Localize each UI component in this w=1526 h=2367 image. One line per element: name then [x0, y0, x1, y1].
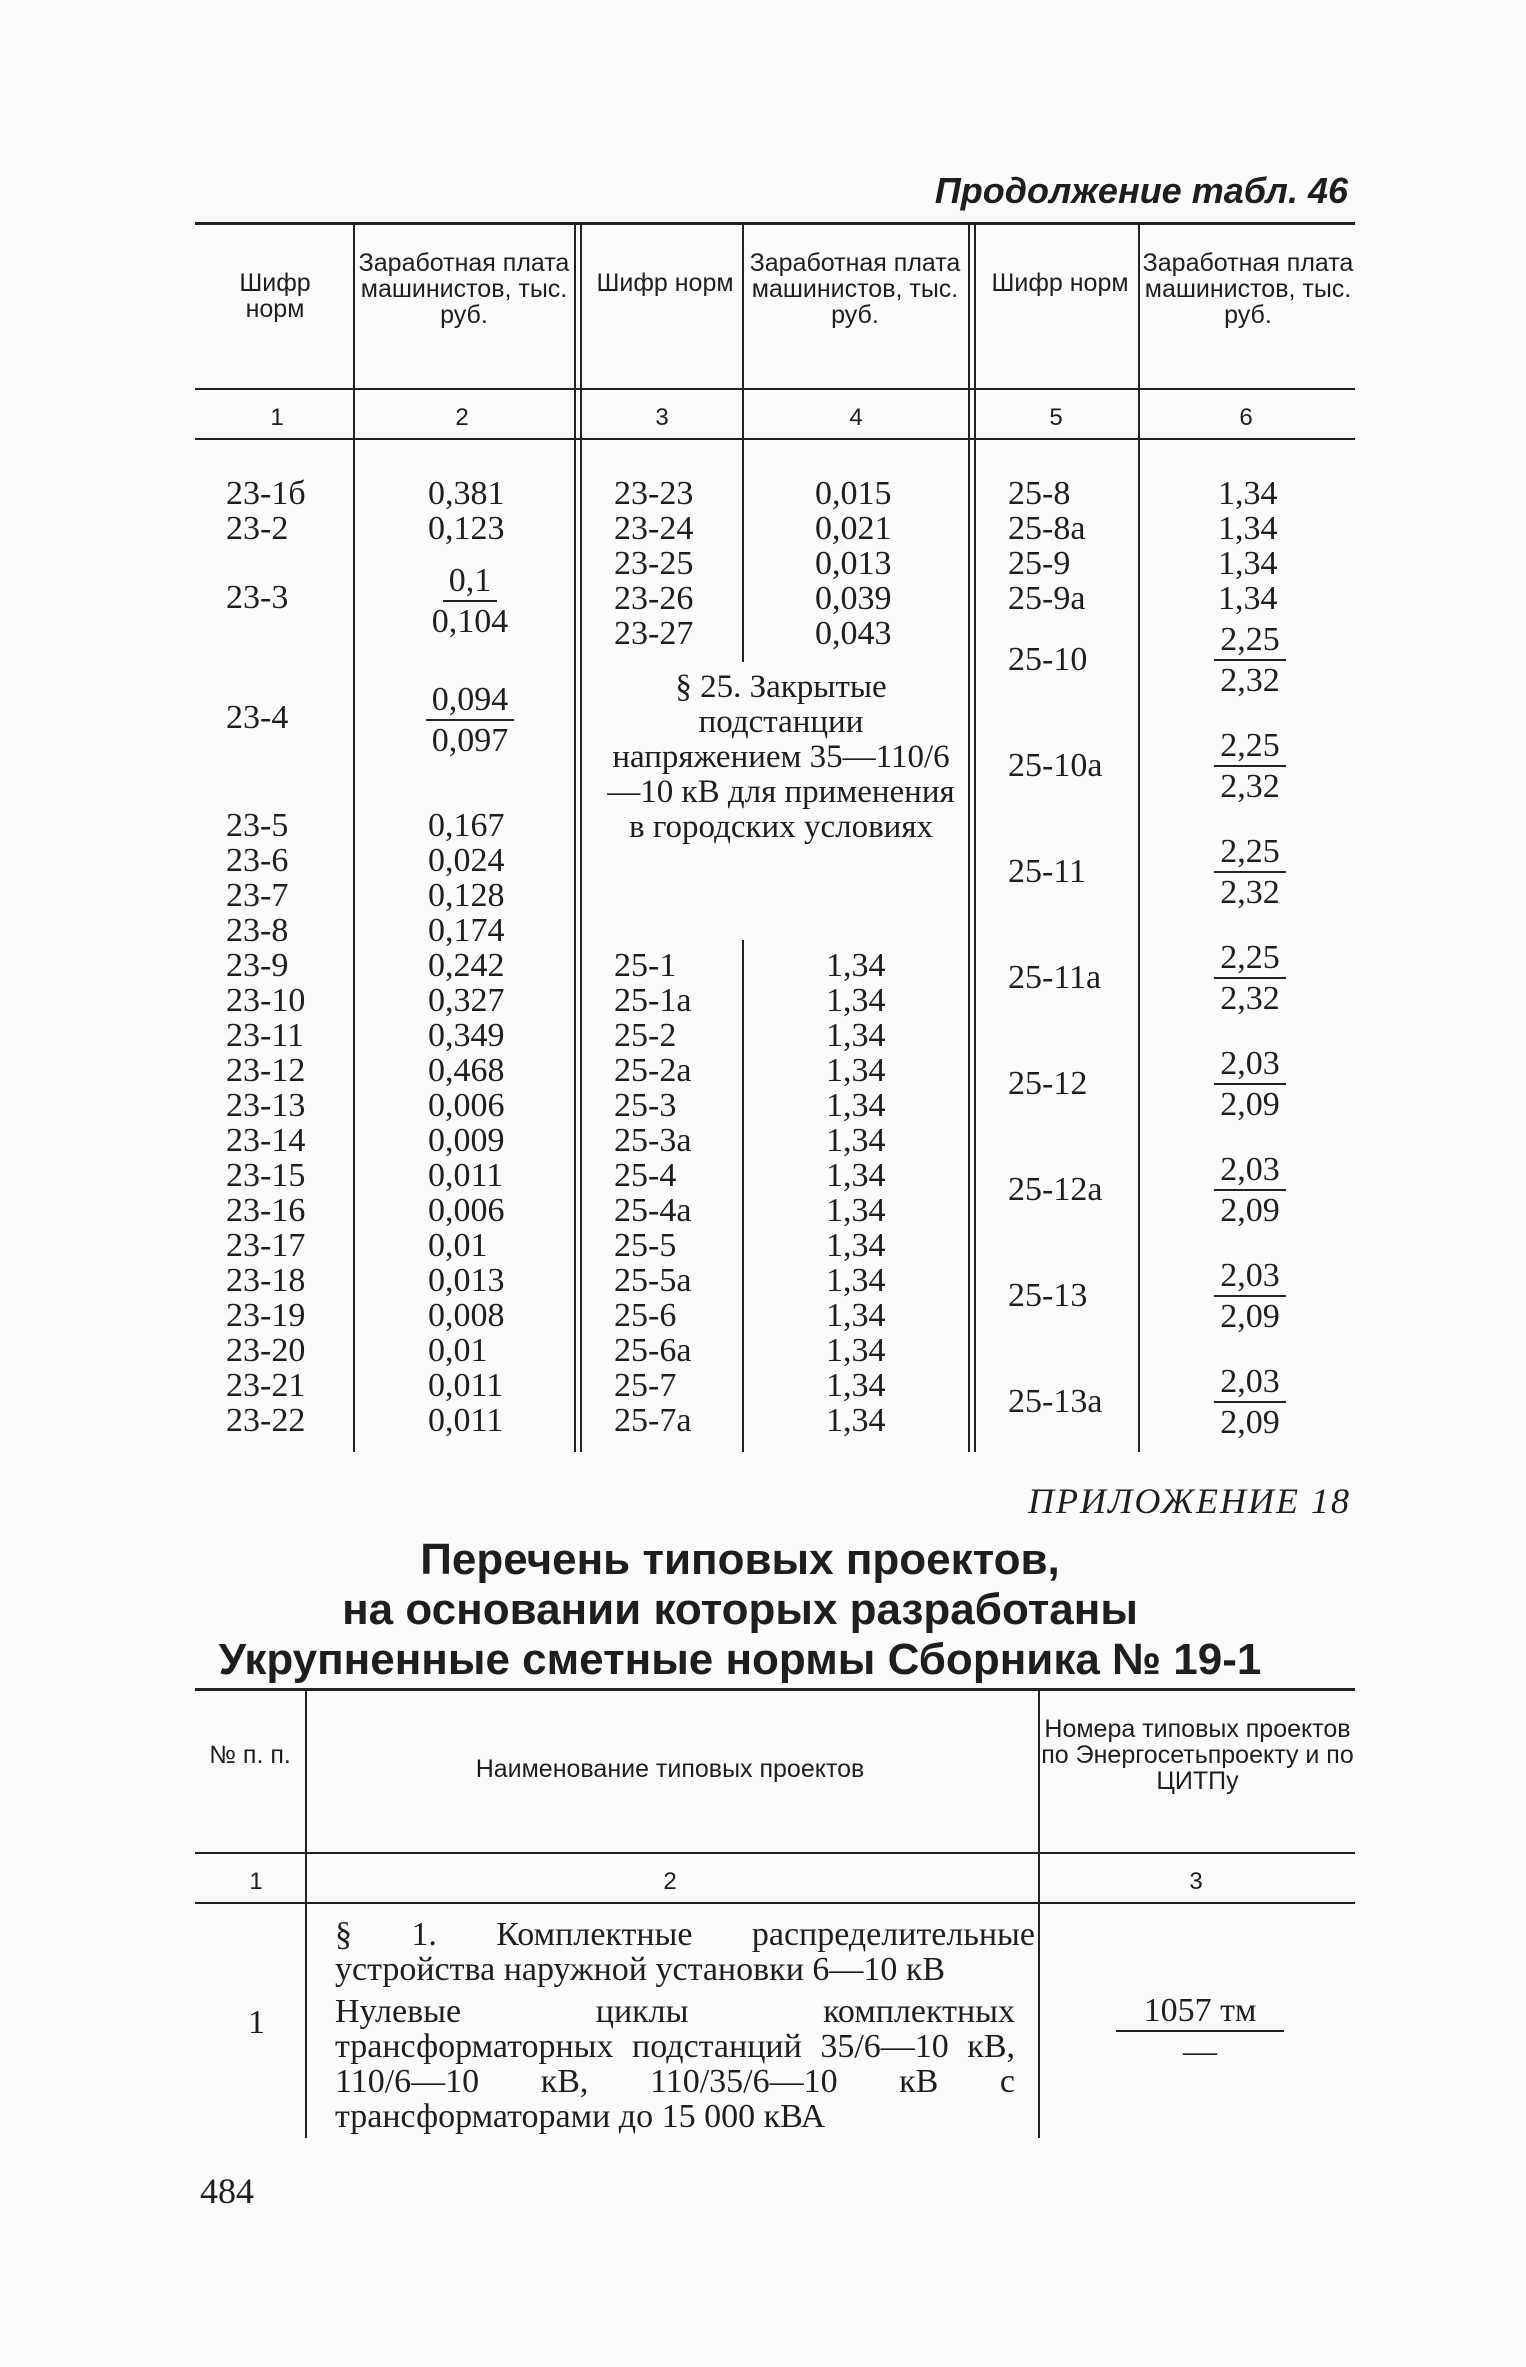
code-cell: 23-17 — [226, 1227, 306, 1264]
col-divider-3-top — [742, 222, 744, 662]
code-cell: 25-13а — [1008, 1383, 1103, 1420]
fraction-numerator: 2,03 — [1214, 1046, 1286, 1085]
value-cell: 0,01 — [428, 1227, 488, 1264]
code-cell: 23-12 — [226, 1052, 306, 1089]
value-cell: 0,013 — [815, 545, 892, 582]
col-number-4: 4 — [849, 404, 863, 431]
value-cell: 0,174 — [428, 912, 505, 949]
fraction-denominator: 2,32 — [1220, 980, 1280, 1017]
code-cell: 25-13 — [1008, 1277, 1088, 1314]
code-cell: 25-8а — [1008, 510, 1086, 547]
fraction-numerator: 2,03 — [1214, 1364, 1286, 1403]
code-cell: 23-10 — [226, 982, 306, 1019]
code-cell: 23-13 — [226, 1087, 306, 1124]
code-cell: 23-16 — [226, 1192, 306, 1229]
header-code-1: Шифр норм — [239, 269, 311, 323]
col-divider-1 — [353, 222, 355, 1452]
code-cell: 23-24 — [614, 510, 694, 547]
code-cell: 23-11 — [226, 1017, 305, 1054]
value-cell: 0,468 — [428, 1052, 505, 1089]
fraction-numerator: 0,094 — [426, 682, 515, 721]
code-cell: 25-2 — [614, 1017, 677, 1054]
code-cell: 23-2 — [226, 510, 289, 547]
value-cell: 1,34 — [826, 982, 886, 1019]
header-code-2: Шифр норм — [596, 269, 734, 297]
code-cell: 25-12 — [1008, 1065, 1088, 1102]
appendix-row-num: 1 — [248, 2004, 265, 2041]
page-number: 484 — [200, 2171, 254, 2211]
code-cell: 25-3а — [614, 1122, 692, 1159]
fraction-denominator: 0,097 — [431, 722, 509, 759]
value-cell: 1,34 — [1218, 580, 1278, 617]
fraction-numerator: 1057 тм — [1116, 1993, 1285, 2032]
value-cell: 0,009 — [428, 1122, 505, 1159]
col-divider-2b — [580, 222, 582, 1452]
col-number-6: 6 — [1239, 404, 1253, 431]
fraction-numerator: 2,25 — [1214, 834, 1286, 873]
value-fraction — [1180, 1152, 1320, 1228]
fraction-denominator: 2,32 — [1220, 768, 1280, 805]
code-cell: 25-12а — [1008, 1171, 1103, 1208]
value-cell: 0,01 — [428, 1332, 488, 1369]
code-cell: 23-5 — [226, 807, 289, 844]
value-cell: 1,34 — [826, 1227, 886, 1264]
header-pay-3: Заработная плата машинистов, тыс. руб. — [1142, 249, 1354, 329]
col-divider-4b — [974, 222, 976, 1452]
value-cell: 0,006 — [428, 1192, 505, 1229]
fraction-denominator: 2,09 — [1220, 1298, 1280, 1335]
code-cell: 25-7а — [614, 1402, 692, 1439]
code-cell: 23-18 — [226, 1262, 306, 1299]
code-cell: 23-4 — [226, 699, 289, 736]
code-cell: 25-6 — [614, 1297, 677, 1334]
title-line: Перечень типовых проектов, — [420, 1535, 1060, 1584]
value-cell: 1,34 — [826, 1192, 886, 1229]
code-cell: 23-1б — [226, 475, 306, 512]
code-cell: 25-8 — [1008, 475, 1071, 512]
code-cell: 23-26 — [614, 580, 694, 617]
fraction-denominator: 2,32 — [1220, 662, 1280, 699]
appendix-row-name: Нулевые циклы комплектных трансформаторных подстанций 35/6—10 кВ, 110/6—10 кВ, 110/35/6—10 кВ с трансформаторами до 15 000 кВА — [335, 1993, 1015, 2135]
code-cell: 25-11а — [1008, 959, 1102, 996]
header-pay-1: Заработная плата машинистов, тыс. руб. — [358, 249, 570, 329]
code-cell: 25-9 — [1008, 545, 1071, 582]
code-cell: 25-3 — [614, 1087, 677, 1124]
code-cell: 25-5 — [614, 1227, 677, 1264]
value-cell: 0,349 — [428, 1017, 505, 1054]
value-cell: 0,021 — [815, 510, 892, 547]
code-cell: 25-9а — [1008, 580, 1086, 617]
code-cell: 25-10 — [1008, 641, 1088, 678]
table-top-rule — [195, 222, 1355, 225]
appendix-col-number-2: 2 — [663, 1868, 677, 1895]
code-cell: 25-11 — [1008, 853, 1087, 890]
appendix-row-code — [1090, 1993, 1310, 2069]
code-cell: 23-20 — [226, 1332, 306, 1369]
value-cell: 1,34 — [826, 1262, 886, 1299]
section-note: § 25. Закрытые подстанции напряжением 35—110/6—10 кВ для применения в городских условиях — [607, 669, 955, 845]
value-cell: 1,34 — [826, 1157, 886, 1194]
value-cell: 1,34 — [1218, 510, 1278, 547]
value-cell: 0,242 — [428, 947, 505, 984]
numbers-bottom-rule — [195, 438, 1355, 440]
appendix-header-codes: Номера типовых проектов по Энергосетьпроекту и по ЦИТПу — [1041, 1715, 1354, 1795]
fraction-denominator: — — [1183, 2033, 1217, 2070]
fraction-denominator: 2,09 — [1220, 1404, 1280, 1441]
value-cell: 1,34 — [826, 1297, 886, 1334]
value-cell: 0,327 — [428, 982, 505, 1019]
code-cell: 23-21 — [226, 1367, 306, 1404]
value-cell: 0,011 — [428, 1367, 504, 1404]
fraction-denominator: 0,104 — [431, 603, 509, 640]
header-pay-2: Заработная плата машинистов, тыс. руб. — [749, 249, 961, 329]
value-cell: 1,34 — [1218, 475, 1278, 512]
value-cell: 0,011 — [428, 1402, 504, 1439]
appendix-title — [150, 1535, 1330, 1685]
code-cell: 23-6 — [226, 842, 289, 879]
value-cell: 0,043 — [815, 615, 892, 652]
fraction-denominator: 2,32 — [1220, 874, 1280, 911]
col-divider-4a — [968, 222, 970, 1452]
fraction-numerator: 2,03 — [1214, 1258, 1286, 1297]
fraction-numerator: 0,1 — [443, 563, 498, 602]
code-cell: 23-22 — [226, 1402, 306, 1439]
value-cell: 1,34 — [826, 1052, 886, 1089]
value-cell: 0,013 — [428, 1262, 505, 1299]
appendix-header-num: № п. п. — [209, 1741, 291, 1769]
code-cell: 23-3 — [226, 579, 289, 616]
value-cell: 0,024 — [428, 842, 505, 879]
value-cell: 0,381 — [428, 475, 505, 512]
code-cell: 25-1а — [614, 982, 692, 1019]
fraction-denominator: 2,09 — [1220, 1086, 1280, 1123]
code-cell: 25-7 — [614, 1367, 677, 1404]
appendix-section: § 1. Комплектные распределительные устройства наружной установки 6—10 кВ — [335, 1916, 1035, 1988]
code-cell: 23-25 — [614, 545, 694, 582]
fraction-numerator: 2,03 — [1214, 1152, 1286, 1191]
value-cell: 0,008 — [428, 1297, 505, 1334]
value-fraction — [1180, 1364, 1320, 1440]
value-cell: 1,34 — [826, 1367, 886, 1404]
col-divider-3-bottom — [742, 940, 744, 1452]
value-cell: 1,34 — [826, 947, 886, 984]
code-cell: 23-14 — [226, 1122, 306, 1159]
header-code-3: Шифр норм — [991, 269, 1129, 297]
value-fraction — [400, 563, 540, 639]
code-cell: 23-15 — [226, 1157, 306, 1194]
value-cell: 1,34 — [826, 1122, 886, 1159]
value-cell: 0,039 — [815, 580, 892, 617]
code-cell: 23-19 — [226, 1297, 306, 1334]
value-fraction — [400, 682, 540, 758]
appendix-header-bottom-rule — [195, 1852, 1355, 1854]
table-continuation-caption: Продолжение табл. 46 — [934, 170, 1348, 211]
col-divider-2a — [574, 222, 576, 1452]
fraction-numerator: 2,25 — [1214, 940, 1286, 979]
value-cell: 0,167 — [428, 807, 505, 844]
value-cell: 0,128 — [428, 877, 505, 914]
value-cell: 1,34 — [826, 1402, 886, 1439]
code-cell: 23-8 — [226, 912, 289, 949]
col-number-2: 2 — [455, 404, 469, 431]
code-cell: 23-9 — [226, 947, 289, 984]
value-cell: 1,34 — [826, 1017, 886, 1054]
header-bottom-rule — [195, 388, 1355, 390]
value-cell: 1,34 — [1218, 545, 1278, 582]
code-cell: 25-6а — [614, 1332, 692, 1369]
code-cell: 25-5а — [614, 1262, 692, 1299]
col-number-5: 5 — [1049, 404, 1063, 431]
title-line: Укрупненные сметные нормы Сборника № 19-1 — [218, 1635, 1262, 1684]
appendix-label: ПРИЛОЖЕНИЕ 18 — [1028, 1481, 1351, 1521]
appendix-header-name: Наименование типовых проектов — [475, 1755, 865, 1783]
value-cell: 0,011 — [428, 1157, 504, 1194]
code-cell: 23-27 — [614, 615, 694, 652]
value-fraction — [1180, 834, 1320, 910]
code-cell: 25-4 — [614, 1157, 677, 1194]
value-fraction — [1180, 622, 1320, 698]
code-cell: 23-7 — [226, 877, 289, 914]
value-cell: 1,34 — [826, 1087, 886, 1124]
code-cell: 25-10а — [1008, 747, 1103, 784]
value-fraction — [1180, 728, 1320, 804]
value-cell: 0,123 — [428, 510, 505, 547]
code-cell: 25-2а — [614, 1052, 692, 1089]
appendix-numbers-bottom-rule — [195, 1902, 1355, 1904]
appendix-col-number-3: 3 — [1189, 1868, 1203, 1895]
title-line: на основании которых разработаны — [342, 1585, 1138, 1634]
appendix-col-divider-1 — [305, 1688, 307, 2138]
fraction-numerator: 2,25 — [1214, 728, 1286, 767]
value-cell: 1,34 — [826, 1332, 886, 1369]
col-divider-5 — [1138, 222, 1140, 1452]
col-number-1: 1 — [270, 404, 284, 431]
code-cell: 25-1 — [614, 947, 677, 984]
appendix-col-number-1: 1 — [249, 1868, 263, 1895]
code-cell: 25-4а — [614, 1192, 692, 1229]
value-fraction — [1180, 1258, 1320, 1334]
code-cell: 23-23 — [614, 475, 694, 512]
value-fraction — [1180, 1046, 1320, 1122]
appendix-table-top-rule — [195, 1688, 1355, 1691]
col-number-3: 3 — [655, 404, 669, 431]
fraction-denominator: 2,09 — [1220, 1192, 1280, 1229]
value-cell: 0,006 — [428, 1087, 505, 1124]
value-fraction — [1180, 940, 1320, 1016]
fraction-numerator: 2,25 — [1214, 622, 1286, 661]
value-cell: 0,015 — [815, 475, 892, 512]
